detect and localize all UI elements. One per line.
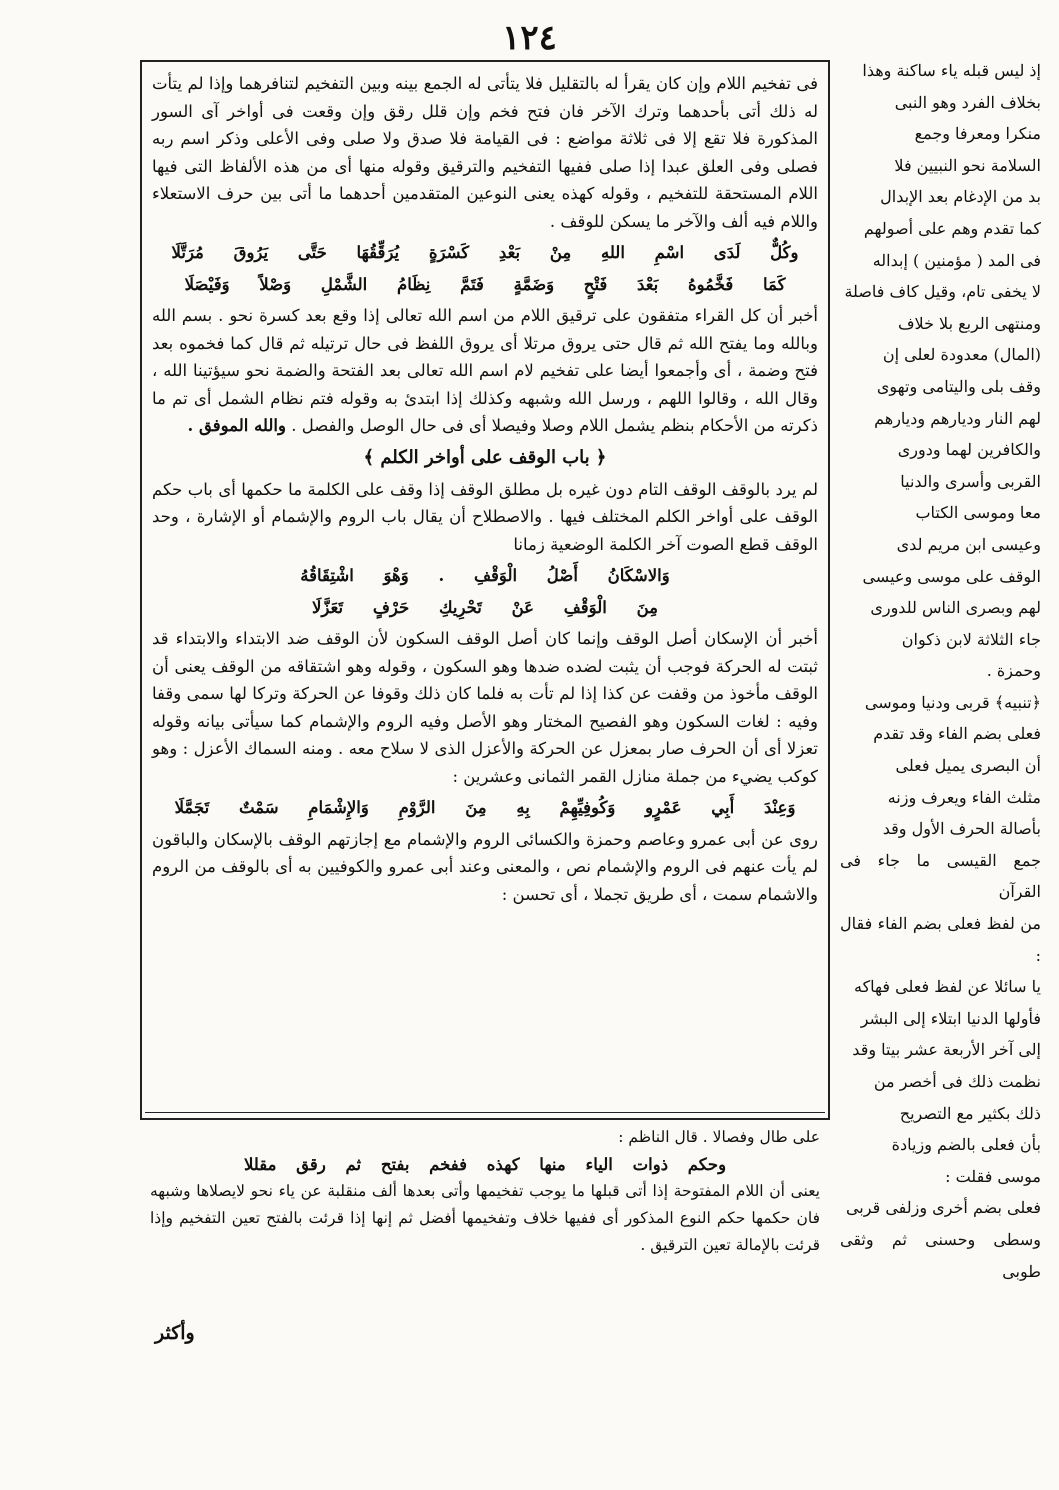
margin-line: القربى وأسرى والدنيا [900,471,1041,491]
margin-line: لا يخفى تام، وقيل كاف فاصلة [844,282,1041,302]
margin-line: نظمت ذلك فى أخصر من [873,1072,1041,1091]
margin-line: منكرا ومعرفا وجمع [914,124,1041,144]
margin-line: فعلى بضم الفاء وقد تقدم [873,724,1041,744]
commentary-paragraph: لم يرد بالوقف الوقف التام دون غيره بل مطلق الوقف إذا وقف على الكلمة ما حكمها أى باب حكم الوقف على أواخر الكلم المختلف فيها . والاصطلاح أن يقال باب الروم والإشمام أو الإشارة ، وحد الوقف قطع الصوت آخر الكلمة الوضعية زمانا [152,479,818,554]
poem-verse: كَمَا فَخَّمُوهُ بَعْدَ فَتْحٍ وَضَمَّةٍ فَتَمَّ نِظَامُ الشَّمْلِ وَصْلاً وَفَيْصَلَا [184,274,786,294]
margin-commentary [838,55,1043,1465]
chapter-heading: ﴿ باب الوقف على أواخر الكلم ﴾ [363,446,607,468]
margin-line: مثلث الفاء ويعرف وزنه [887,787,1041,807]
commentary-paragraph: روى عن أبى عمرو وعاصم وحمزة والكسائى الروم والإشمام مع إجازتهم الوقف بالإسكان والباقون لم يأت عنهم فى الروم والإشمام نص ، والمعنى وعند أبى عمرو والكوفيين به أى بالوقف من الروم والاشمام سمت ، أى طريق تجملا ، أى تحسن : [152,829,818,904]
closing-phrase: والله الموفق . [187,416,286,435]
margin-line: وسطى وحسنى ثم وثقى طوبى [840,1229,1041,1281]
footnote-verse: وحكم ذوات الياء منها كهذه ففخم بفتح ثم رقق مقللا [243,1155,727,1174]
margin-line: جمع القيسى ما جاء فى القرآن [840,850,1041,902]
footnote-block [140,1120,830,1315]
poem-verse: وَعِنْدَ أَبِي عَمْرٍو وَكُوفِيِّهِمْ بِهِ مِنَ الرَّوْمِ وَالإِشْمَامِ سَمْتٌ تَجَمَّلَا [174,798,796,817]
margin-line: فى المد ( مؤمنين ) إبداله [872,250,1041,270]
margin-line: وقف بلى واليتامى وتهوى [876,376,1041,396]
footnote-body: يعنى أن اللام المفتوحة إذا أتى قبلها ما يوجب تفخيمها وأتى بعدها ألف منقلبة عن ياء نحو لايصلاها وشبهه فان حكمها حكم النوع المذكور أى ففيها خلاف وتفخيمها أفضل ثم إنها إذا قرئت بالفتح تعين التفخيم وإذا قرئت بالإمالة تعين الترقيق . [150,1182,820,1254]
commentary-text: أخبر أن كل القراء متفقون على ترقيق اللام من اسم الله تعالى إذا وقع بعد كسرة نحو . بسم الله وبالله وما يفتح الله ثم قال حتى يروق مرتلا أى يروق اللفظ فى حال ترتيله ثم قال كما فخموه بعد فتح وضمة ، أى وأجمعوا أيضا على تفخيم لام اسم الله تعالى بعد الفتحة والضمة نحو سيؤتينا الله ، وقال الله ، وقالوا اللهم ، ورسل الله وشبهه وكذلك إذا ابتدئ به وقوله فتم نظام الشمل أى تم ما ذكرته من الأحكام بنظم يشمل اللام وصلا وفيصلا أى فى حال الوصل والفصل . [152,306,818,435]
margin-line: ﴿تنبيه﴾ قربى ودنيا وموسى [864,692,1041,712]
margin-line: فأولها الدنيا ابتلاء إلى البشر [860,1008,1041,1028]
margin-line: الوقف على موسى وعيسى [862,566,1041,586]
margin-line: لهم النار وديارهم وديارهم [874,408,1041,428]
margin-line: معا وموسى الكتاب [915,503,1041,523]
catchword: وأكثر [155,1322,195,1344]
poem-verse: مِنَ الْوَقْفِ عَنْ تَحْرِيكِ حَرْفٍ تَعَزَّلَا [312,597,658,617]
poem-verse: وكُلٌّ لَدَى اسْمِ اللهِ مِنْ بَعْدِ كَسْرَةٍ يُرَقِّقُهَا حَتَّى يَرُوقَ مُرَتَّلَا [171,243,799,262]
margin-line: من لفظ فعلى بضم الفاء فقال : [840,914,1041,965]
margin-line: والكافرين لهما ودورى [897,440,1041,460]
margin-line: موسى فقلت : [945,1166,1041,1186]
margin-line: إلى آخر الأربعة عشر بيتا وقد [852,1040,1041,1060]
footnote-intro: على طال وفصالا . قال الناظم : [618,1128,820,1146]
margin-line: أن البصرى يميل فعلى [895,756,1041,776]
margin-line: بخلاف الفرد وهو النبى [894,92,1041,112]
margin-line: لهم وبصرى الناس للدورى [870,598,1041,618]
page-number: ١٢٤ [502,18,557,58]
margin-line: ومنتهى الربع بلا خلاف [897,313,1041,333]
margin-line: إذ ليس قبله ياء ساكنة وهذا [862,61,1041,80]
margin-line: يا سائلا عن لفظ فعلى فهاكه [853,977,1041,997]
margin-line: بأصالة الحرف الأول وقد [882,819,1041,839]
commentary-paragraph [152,302,818,440]
commentary-paragraph: فى تفخيم اللام وإن كان يقرأ له بالتقليل فلا يتأتى له الجمع بينه وبين التفخيم لتنافرهما وإذا لم يتأت له ذلك أتى بأحدهما وترك الآخر فان فتح فخم وإن قلل رقق وإن وقعت فى أواخر آى السور المذكورة فلا تقع إلا فى ثلاثة مواضع : فى القيامة فلا صدق ولا صلى وفى الأعلى وذكر اسم ربه فصلى وفى العلق عبدا إذا صلى ففيها التفخيم والترقيق وقوله منها أى من هذه الألفاظ التى فيها اللام المستحقة للتفخيم ، وقوله كهذه يعنى النوعين المتقدمين أحدهما ما أتى بين حرف الاستعلاء واللام فيه ألف والآخر ما يسكن للوقف . [152,74,818,231]
margin-line: وحمزة . [986,661,1041,681]
commentary-paragraph: أخبر أن الإسكان أصل الوقف وإنما كان أصل الوقف السكون لأن الوقف ضد الابتداء والابتداء قد ثبتت له الحركة فوجب أن يثبت لضده ضدها وهو السكون ، وقوله وهو اشتقاقه من الوقف يعنى أن الوقف مأخوذ من وقفت عن كذا إذا لم تأت به فلما كان ذلك وقوفا عن الحركة وتركا لها سمى وقفا وفيه : لغات السكون وهو الفصيح المختار وهو الأصل وفيه الروم والإشمام كما سيأتى بيانه وقوله تعزلا أى أن الحرف صار بمعزل عن الحركة والأعزل الذى لا سلاح معه . ومنه السماك الأعزل : وهو كوكب يضيء من جملة منازل القمر الثمانى وعشرين : [152,629,818,786]
margin-line: بأن فعلى بالضم وزيادة [891,1135,1041,1155]
margin-line: فعلى بضم أخرى وزلفى قربى [845,1198,1041,1218]
margin-line: السلامة نحو النبيين فلا [894,155,1041,175]
margin-line: (المال) معدودة لعلى إن [882,345,1041,365]
footnote-separator [145,1112,825,1113]
poem-verse: وَالاسْكَانُ أَصْلُ الْوَقْفِ . وَهْوَ اشْتِقَاقُهُ [300,566,670,585]
margin-line: بد من الإدغام بعد الإبدال [880,187,1041,207]
margin-line: وعيسى ابن مريم لدى [896,534,1041,554]
margin-line: ذلك بكثير مع التصريح [899,1103,1041,1123]
main-text-frame [140,60,830,1120]
margin-line: جاء الثلاثة لابن ذكوان [901,629,1041,649]
margin-line: كما تقدم وهم على أصولهم [863,218,1041,238]
